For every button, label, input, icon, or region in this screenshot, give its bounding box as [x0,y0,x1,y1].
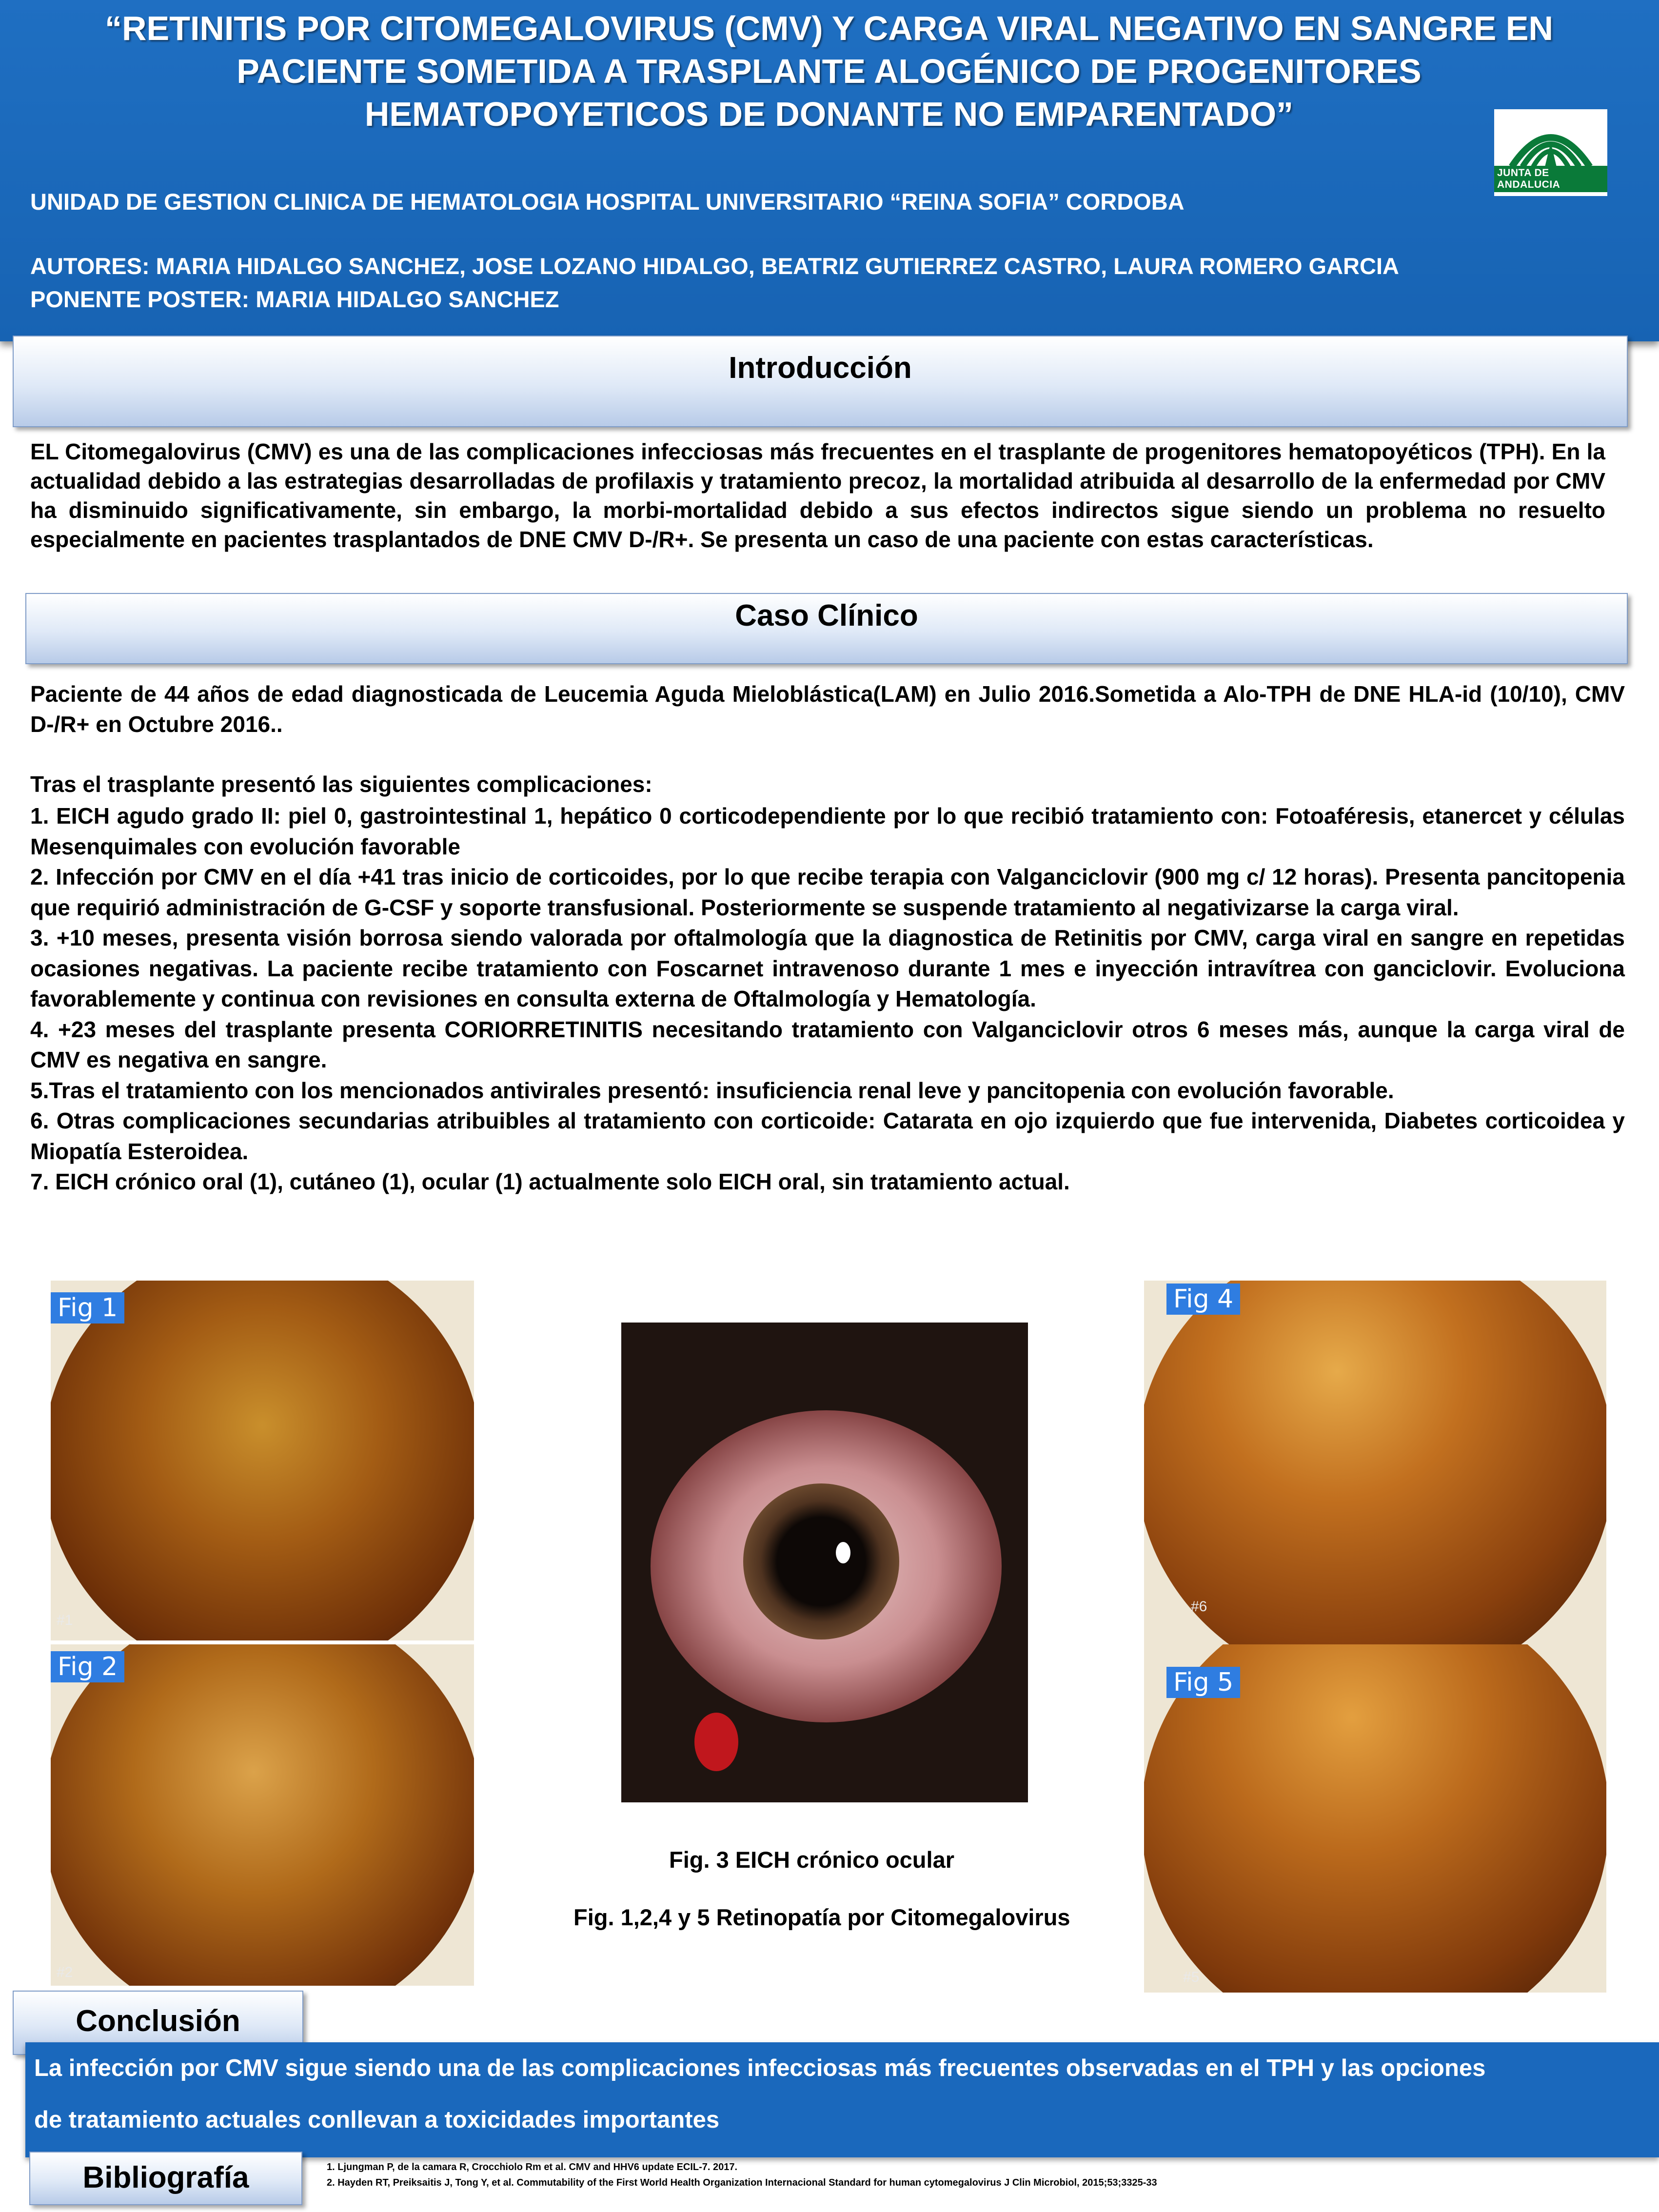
fig4-label: Fig 4 [1166,1284,1240,1315]
conclusion-title-text: Conclusión [76,2004,240,2038]
intro-paragraph: EL Citomegalovirus (CMV) es una de las complicaciones infecciosas más frecuentes en el trasplante de progenitores hematopoyéticos (TPH). En la actualidad debido a las estrategias desarrolladas de profilaxis y tratamiento precoz, la mortalidad atribuida al desarrollo de la enfermedad por CMV ha disminuido significativamente, sin embargo, la morbi-mortalidad debido a sus efectos indirectos sigue siendo un problema no resuelto especialmente en pacientes trasplantados de DNE CMV D-/R+. Se presenta un caso de una paciente con estas características. [30,439,1605,552]
fig1-fundus-image [51,1281,474,1640]
fig3-caption: Fig. 3 EICH crónico ocular [669,1847,954,1873]
authors-block [30,250,1399,316]
list-item: 4. +23 meses del trasplante presenta CORIORRETINITIS necesitando tratamiento con Valganciclovir otros 6 meses más, aunque la carga viral de CMV es negativa en sangre. [30,1016,1625,1072]
list-item: 5.Tras el tratamiento con los mencionados antivirales presentó: insuficiencia renal leve y pancitopenia con evolución favorable. [30,1077,1394,1103]
conclusion-line-1: La infección por CMV sigue siendo una de las complicaciones infecciosas más frecuentes observadas en el TPH y las opciones [34,2055,1486,2081]
retinopathy-caption: Fig. 1,2,4 y 5 Retinopatía por Citomegalovirus [573,1904,1070,1930]
fig5-label: Fig 5 [1166,1667,1240,1698]
fig4-fundus-image [1144,1281,1606,1645]
fig1-label: Fig 1 [51,1292,124,1323]
list-item: 7. EICH crónico oral (1), cutáneo (1), ocular (1) actualmente solo EICH oral, sin tratamiento actual. [30,1169,1070,1194]
conclusion-box [25,2042,1659,2157]
poster-header [0,0,1659,341]
references-list [327,2159,1157,2191]
list-item: 3. +10 meses, presenta visión borrosa siendo valorada por oftalmología que la diagnostica de Retinitis por CMV, carga viral en sangre en repetidas ocasiones negativas. La paciente recibe tratamiento con Foscarnet intravenoso durante 1 mes e inyección intravítrea con ganciclovir. Evoluciona favorablemente y continua con revisiones en consulta externa de Oftalmología y Hematología. [30,925,1625,1011]
institution-line: UNIDAD DE GESTION CLINICA DE HEMATOLOGIA HOSPITAL UNIVERSITARIO “REINA SOFIA” CORDOBA [30,189,1185,215]
junta-andalucia-logo [1494,109,1607,196]
fig2-fundus-image [51,1644,474,1986]
fig2-label: Fig 2 [51,1651,124,1682]
case-summary: Paciente de 44 años de edad diagnosticada de Leucemia Aguda Mieloblástica(LAM) en Julio 2016.Sometida a Alo-TPH de DNE HLA-id (10/10), CMV D-/R+ en Octubre 2016.. [30,681,1625,737]
bibliography-section-title [29,2152,302,2205]
intro-section-title [13,336,1628,427]
intro-title-text: Introducción [729,351,912,385]
fig4-number: #6 [1191,1599,1207,1615]
fig1-number: #1 [57,1612,73,1628]
logo-text: JUNTA DE ANDALUCIA [1494,166,1607,192]
list-item: 2. Infección por CMV en el día +41 tras inicio de corticoides, por lo que recibe terapia con Valganciclovir (900 mg c/ 12 horas). Presenta pancitopenia que requirió administración de G-CSF y soporte transfusional. Posteriormente se suspende tratamiento al negativizarse la carga viral. [30,864,1625,920]
list-item: 1. EICH agudo grado II: piel 0, gastrointestinal 1, hepático 0 corticodependiente por lo que recibió tratamiento con: Fotoaféresis, etanercet y células Mesenquimales con evolución favorable [30,803,1625,859]
fig5-number: #5 [1183,1969,1200,1985]
complications-list [30,801,1625,1197]
case-section-title [25,593,1628,664]
authors-line: AUTORES: MARIA HIDALGO SANCHEZ, JOSE LOZANO HIDALGO, BEATRIZ GUTIERREZ CASTRO, LAURA ROMERO GARCIA [30,253,1399,279]
fig3-eye-image [621,1323,1028,1802]
case-intro-line: Tras el trasplante presentó las siguientes complicaciones: [30,771,652,797]
case-title-text: Caso Clínico [735,599,918,632]
presenter-line: PONENTE POSTER: MARIA HIDALGO SANCHEZ [30,286,559,312]
bibliography-title-text: Bibliografía [82,2161,249,2194]
poster-title: “RETINITIS POR CITOMEGALOVIRUS (CMV) Y CARGA VIRAL NEGATIVO EN SANGRE EN PACIENTE SOMETIDA A TRASPLANTE ALOGÉNICO DE PROGENITORES HEMATOPOYETICOS DE DONANTE NO EMPARENTADO” [104,9,1554,133]
conclusion-line-2: de tratamiento actuales conllevan a toxicidades importantes [34,2107,720,2133]
reference-item: 1. Ljungman P, de la camara R, Crocchiolo Rm et al. CMV and HHV6 update ECIL-7. 2017. [327,2162,738,2172]
list-item: 6. Otras complicaciones secundarias atribuibles al tratamiento con corticoide: Catarata en ojo izquierdo que fue intervenida, Diabetes corticoidea y Miopatía Esteroidea. [30,1108,1625,1164]
reference-item: 2. Hayden RT, Preiksaitis J, Tong Y, et al. Commutability of the First World Health Organization Internacional Standard for human cytomegalovirus J Clin Microbiol, 2015;53;3325-33 [327,2177,1157,2188]
fig2-number: #2 [57,1964,73,1980]
